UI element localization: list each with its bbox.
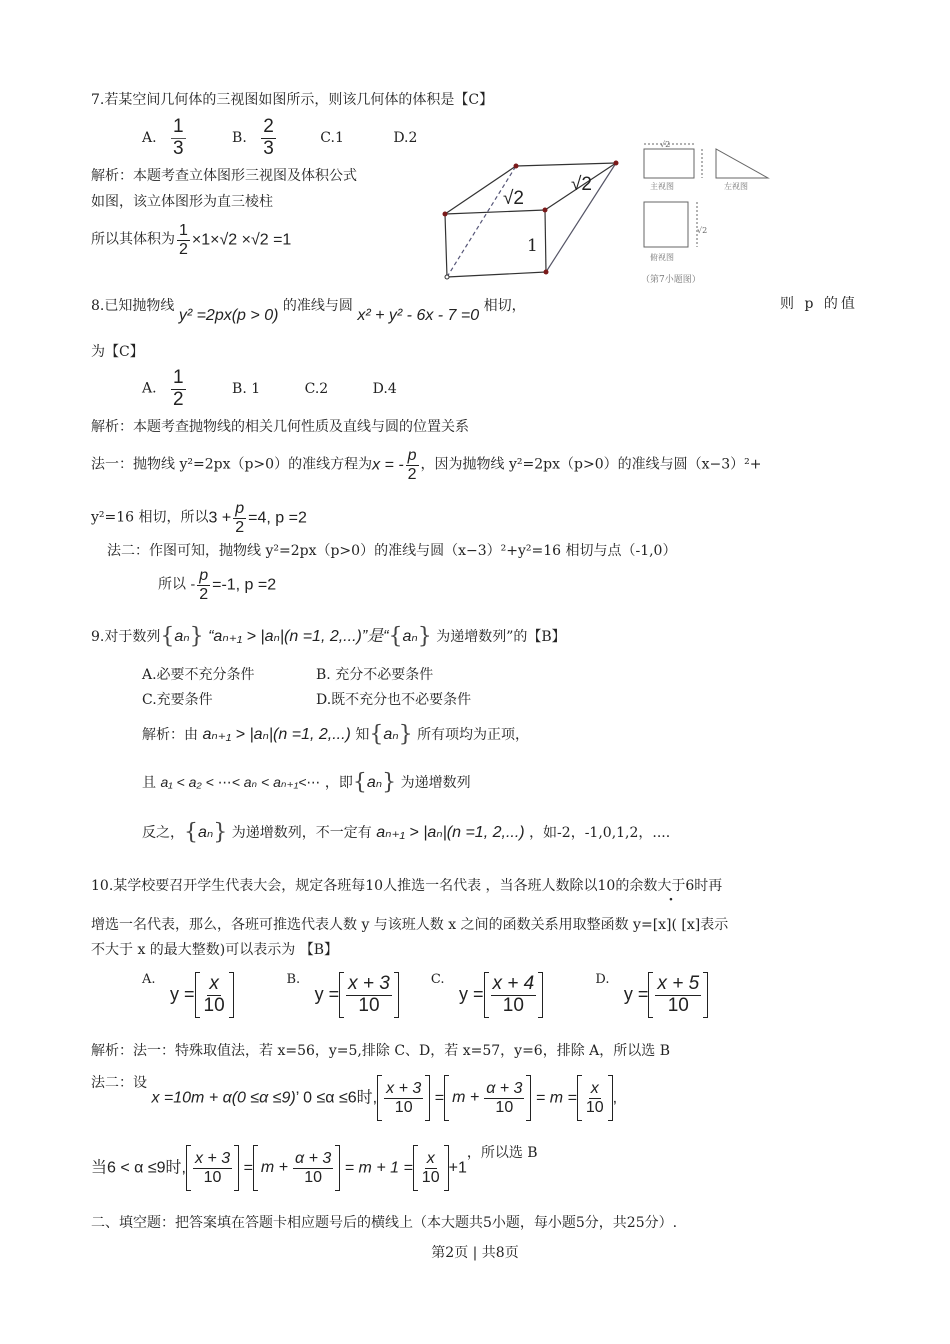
q9-option-a: A.必要不充分条件 [142, 667, 255, 683]
q10-option-c: C. y = $\frac{x + 4}{10}$ [431, 972, 591, 1018]
q8-stem-line2: 为【C】 [91, 344, 144, 360]
q10-option-a: A. y = $\frac{x}{10}$ [142, 972, 282, 1018]
q8-options [142, 368, 397, 411]
q8-method1-cont: y²=16 相切，所以3 + $\frac{p}{2}$ =4, p =2 [91, 500, 307, 536]
q8-method2-result: 所以 - $\frac{p}{2}$ =-1, p =2 [158, 567, 277, 603]
q7-analysis-2: 如图，该立体图形为直三棱柱 [91, 194, 273, 210]
q9-analysis-2: 且 a₁ < a₂ < ⋯< aₙ < aₙ₊₁<⋯ ，即{aₙ} 为递增数列 [142, 770, 471, 795]
fraction: $\frac{p}{2}$ [407, 447, 417, 483]
q10-options [142, 972, 708, 1018]
fraction: $\frac{p}{2}$ [235, 500, 245, 536]
front-view-caption: 主视图 [650, 182, 674, 191]
front-view-dim: √2 [660, 140, 671, 149]
q8-method2: 法二：作图可知，抛物线 y²=2px（p>0）的准线与圆（x−3）²+y²=16 相切与点（-1,0） [107, 543, 677, 559]
q10-stem-1: 10.某学校要召开学生代表大会，规定各班每10人推选一名代表 ，当各班人数除以10的余数大于6时再 [91, 878, 723, 894]
q7-option-c: C.1 [320, 130, 344, 147]
q7-option-b: B. $\frac{2}{3}$ [232, 116, 274, 159]
q9-option-c: C.充要条件 [142, 692, 213, 708]
label-sqrt2-top: √2 [503, 188, 524, 209]
q8-option-b: B. 1 [232, 380, 261, 397]
prism-figure [435, 155, 635, 285]
q7-option-a: A. $\frac{1}{3}$ [142, 116, 184, 159]
q9-analysis-1: 解析：由 aₙ₊₁ > |aₙ|(n =1, 2,...) 知{aₙ} 所有项均为正项， [142, 722, 530, 747]
q9-stem: 9.对于数列{aₙ} “aₙ₊₁ > |aₙ|(n =1, 2,...)”是“{aₙ} 为递增数列”的【B】 [91, 624, 566, 649]
q8-option-c: C.2 [304, 380, 329, 397]
emphasis-marked-text: 大于 [657, 878, 686, 894]
q10-stem-2: 增选一名代表，那么，各班可推选代表人数 y 与该班人数 x 之间的函数关系用取整函数 y=[x]( [x]表示 [91, 917, 729, 933]
label-sqrt2-side: √2 [571, 174, 592, 195]
fraction: $\frac{1}{2}$ [179, 222, 188, 258]
fraction: $\frac{1}{2}$ [173, 367, 184, 410]
figure-caption: （第7小题图） [641, 275, 701, 285]
q8-stem: 8.已知抛物线 y² =2px(p > 0) 的准线与圆 x² + y² - 6x - 7 =0 相切， [91, 298, 526, 324]
fraction: $\frac{p}{2}$ [199, 567, 209, 603]
q7-analysis-3: 所以其体积为 $\frac{1}{2}$ ×1×√2 ×√2 =1 [91, 222, 292, 258]
q8-analysis: 解析：本题考查抛物线的相关几何性质及直线与圆的位置关系 [91, 419, 469, 435]
q10-option-b: B. y = $\frac{x + 3}{10}$ [286, 972, 426, 1018]
fraction: $\frac{1}{3}$ [173, 116, 184, 159]
fraction: $\frac{2}{3}$ [263, 116, 274, 159]
top-view-caption: 俯视图 [650, 253, 674, 262]
q7-stem: 7.若某空间几何体的三视图如图所示，则该几何体的体积是【C】 [91, 92, 494, 108]
q10-method2: 法二：设 x =10m + α(0 ≤α ≤9)’ 0 ≤α ≤6时, $\frac{x + 3}{10}$ = m + $\frac{\alpha + 3}{10}$ = m = $\frac{x}{10}$ , [91, 1075, 617, 1121]
section-2-heading: 二、填空题：把答案填在答题卡相应题号后的横线上（本大题共5小题，每小题5分，共25分）. [91, 1215, 678, 1231]
left-view-caption: 左视图 [724, 182, 748, 191]
top-view-dim: √2 [697, 226, 708, 235]
q7-options [142, 117, 417, 160]
q10-method2-case2: 当6 < α ≤9时, $\frac{x + 3}{10}$ = m + $\frac{\alpha + 3}{10}$ = m + 1 = $\frac{x}{10}$ +1，所以选 B [91, 1145, 538, 1191]
page-footer: 第2页 | 共8页 [431, 1245, 519, 1261]
three-views-figure [640, 140, 780, 270]
q9-option-b: B. 充分不必要条件 [316, 667, 434, 683]
q8-stem-right: 则 p 的值 [780, 296, 858, 312]
q10-analysis-1: 解析：法一：特殊取值法，若 x=56，y=5,排除 C、D，若 x=57，y=6，排除 A，所以选 B [91, 1043, 671, 1059]
q10-stem-3: 不大于 x 的最大整数)可以表示为 【B】 [91, 942, 338, 958]
q9-option-d: D.既不充分也不必要条件 [316, 692, 472, 708]
q8-option-d: D.4 [372, 380, 397, 397]
q7-option-d: D.2 [393, 130, 418, 147]
q9-analysis-3: 反之，{aₙ} 为递增数列，不一定有 aₙ₊₁ > |aₙ|(n =1, 2,...) ，如-2，-1,0,1,2，.... [142, 820, 671, 845]
q10-option-d: D. y = $\frac{x + 5}{10}$ [595, 972, 708, 1018]
q7-analysis-1: 解析：本题考查立体图形三视图及体积公式 [91, 168, 357, 184]
q8-method1: 法一：抛物线 y²=2px（p>0）的准线方程为x = - $\frac{p}{2}$ ，因为抛物线 y²=2px（p>0）的准线与圆（x−3）²+ [91, 447, 762, 483]
q8-option-a: A. $\frac{1}{2}$ [142, 367, 184, 410]
label-height: 1 [527, 236, 538, 256]
